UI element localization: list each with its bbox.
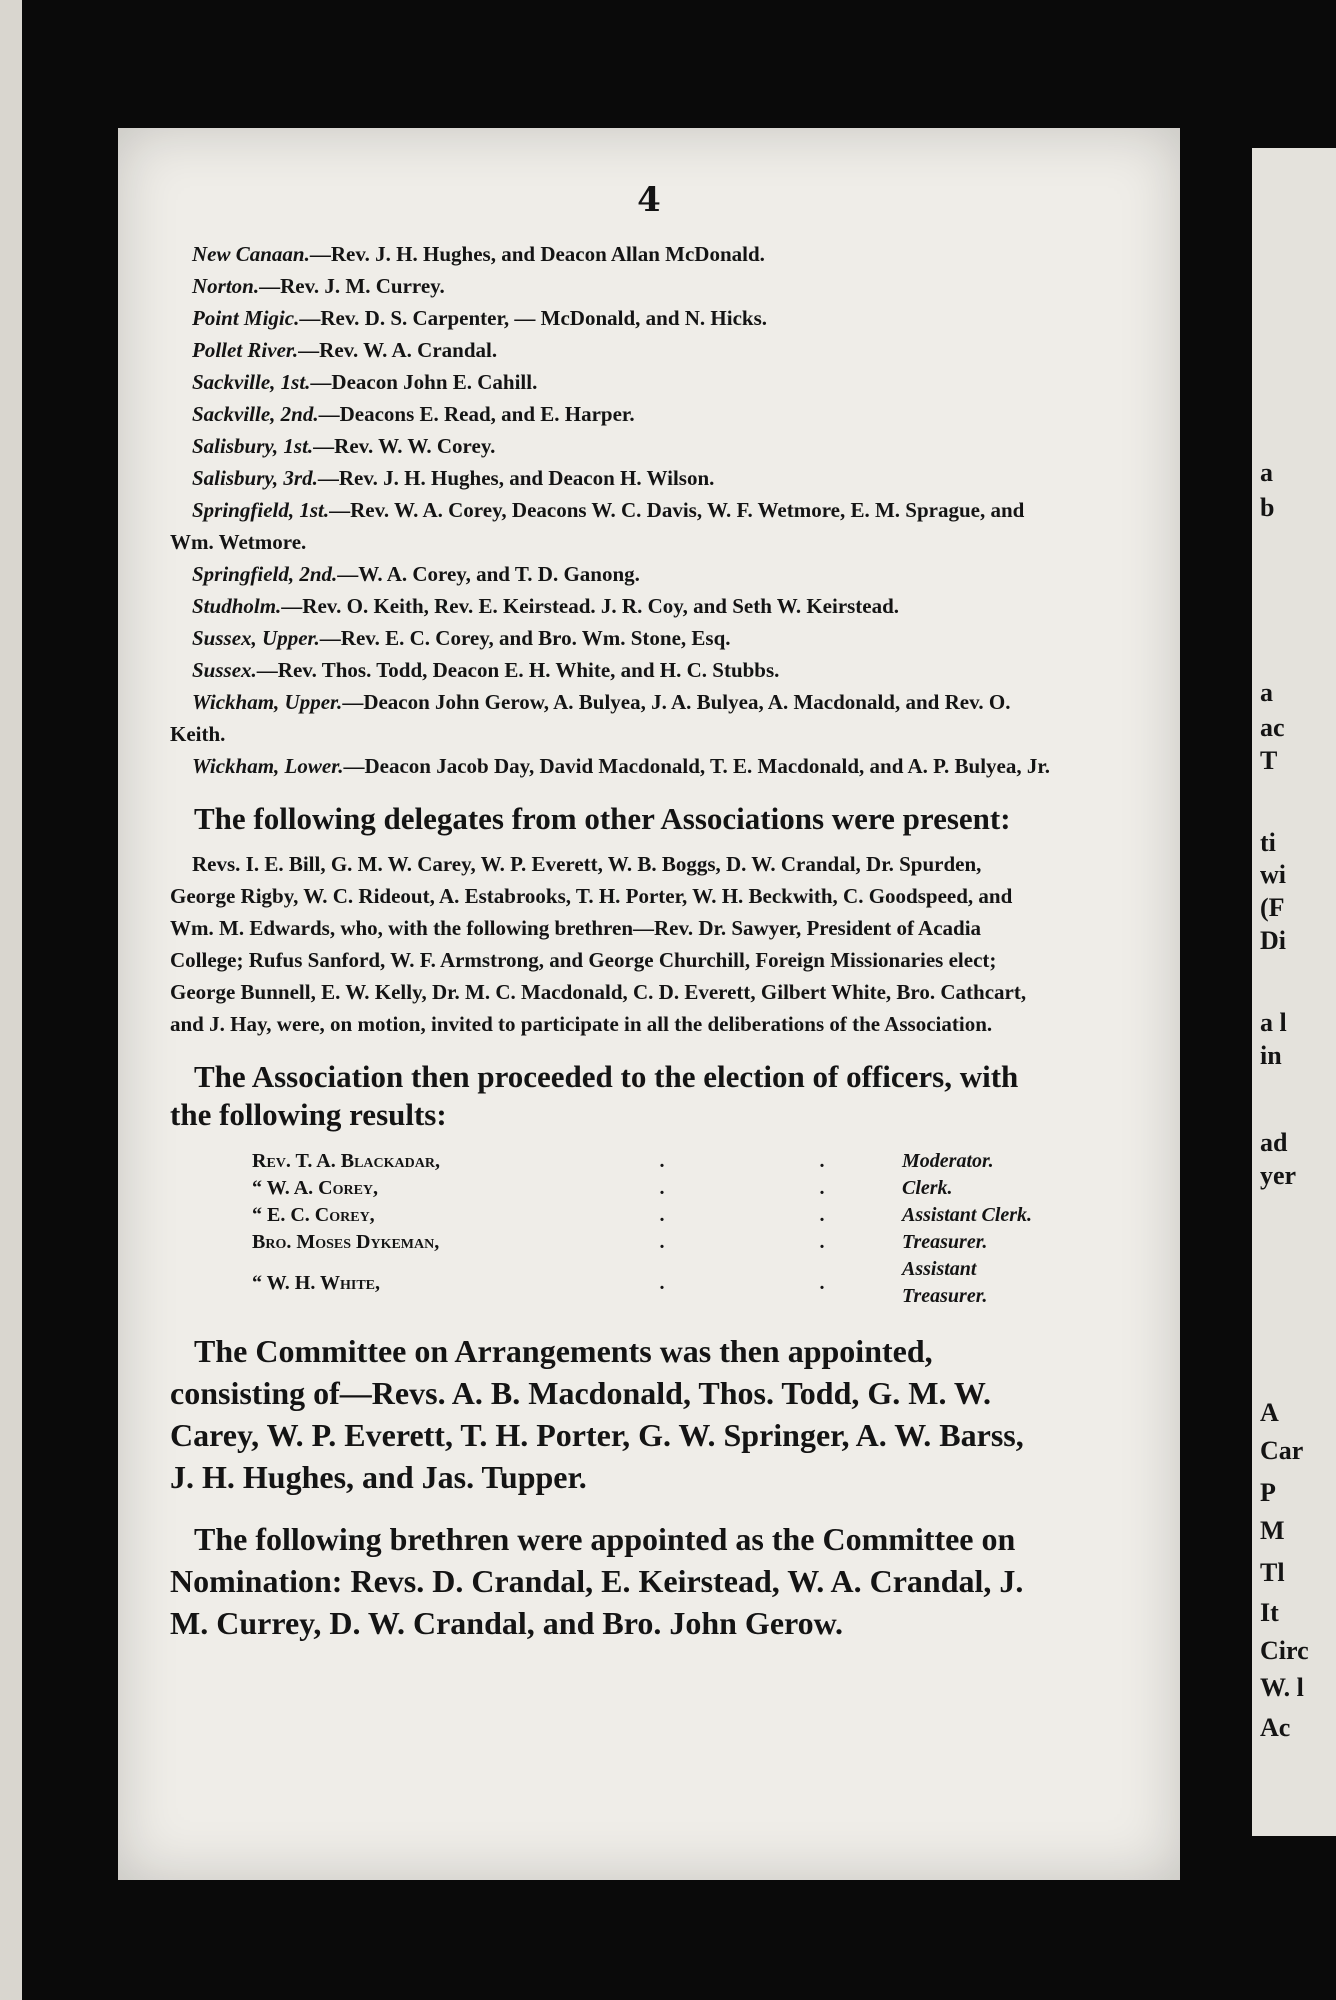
- delegate-names: —Rev. Thos. Todd, Deacon E. H. White, and H. C. Stubbs.: [256, 658, 780, 682]
- fragment-text: (F: [1260, 893, 1285, 922]
- fragment-text: Di: [1260, 926, 1286, 955]
- officer-role: Moderator.: [902, 1150, 994, 1172]
- officer-role: Clerk.: [902, 1177, 953, 1199]
- delegate-names: —Rev. D. S. Carpenter, — McDonald, and N. Hicks.: [299, 306, 768, 330]
- church-name: Point Migic.: [192, 306, 300, 330]
- fragment-text: Tl: [1260, 1558, 1285, 1587]
- delegate-entry: [170, 622, 1050, 654]
- fragment-text: a: [1260, 678, 1273, 707]
- church-name: Wickham, Upper.: [192, 690, 343, 714]
- dot-leader: .: [659, 1231, 665, 1253]
- fragment-text: b: [1260, 493, 1275, 522]
- church-name: Sussex.: [192, 658, 257, 682]
- church-name: Sackville, 1st.: [192, 370, 311, 394]
- fragment-text: Circ: [1260, 1636, 1309, 1665]
- dot-leader: .: [659, 1177, 665, 1199]
- officer-role: Assistant Clerk.: [902, 1204, 1033, 1226]
- delegate-names: —Rev. W. A. Corey, Deacons W. C. Davis, W. F. Wetmore, E. M. Sprague, and Wm. Wetmore.: [170, 498, 1025, 554]
- officer-role: Assistant Treasurer.: [902, 1258, 988, 1307]
- officer-role: Treasurer.: [902, 1231, 988, 1253]
- church-name: Studholm.: [192, 594, 282, 618]
- delegate-list: [170, 238, 1050, 782]
- fragment-text: Car: [1260, 1436, 1304, 1465]
- church-name: Norton.: [192, 274, 260, 298]
- officer-row: [170, 1175, 1050, 1202]
- delegate-entry: [170, 686, 1050, 750]
- church-name: Wickham, Lower.: [192, 754, 344, 778]
- delegates-paragraph: Revs. I. E. Bill, G. M. W. Carey, W. P. Everett, W. B. Boggs, D. W. Crandal, Dr. Spurden, George Rigby, W. C. Rideout, A. Estabrooks, T. H. Porter, W. H. Beckwith, C. Goodspeed, and Wm. M. Edwards, who, with the following brethren—Rev. Dr. Sawyer, President of Acadia College; Rufus Sanford, W. F. Armstrong, and George Churchill, Foreign Missionaries elect; George Bunnell, E. W. Kelly, Dr. M. C. Macdonald, C. D. Everett, Gilbert White, Bro. Cathcart, and J. Hay, were, on motion, invited to participate in all the deliberations of the Association.: [170, 852, 1027, 1036]
- church-name: Sussex, Upper.: [192, 626, 320, 650]
- fragment-text: Ac: [1260, 1713, 1291, 1742]
- officer-name: “ E. C. Corey,: [252, 1204, 375, 1226]
- fragment-text: W. l: [1260, 1673, 1304, 1702]
- page-number: 4: [637, 180, 661, 220]
- fragment-text: in: [1260, 1041, 1282, 1070]
- delegate-names: —Rev. J. M. Currey.: [259, 274, 445, 298]
- delegate-names: —Deacons E. Read, and E. Harper.: [318, 402, 635, 426]
- fragment-text: A: [1260, 1398, 1279, 1427]
- church-name: Pollet River.: [192, 338, 299, 362]
- fragment-text: wi: [1260, 860, 1286, 889]
- dot-leader: .: [819, 1177, 825, 1199]
- fragment-text: ti: [1260, 828, 1276, 857]
- adjacent-page-fragment: [1252, 148, 1336, 1836]
- fragment-text: M: [1260, 1516, 1285, 1545]
- church-name: Sackville, 2nd.: [192, 402, 319, 426]
- church-name: New Canaan.: [192, 242, 310, 266]
- election-paragraph: The Association then proceeded to the election of officers, with the following results:: [170, 1059, 1019, 1132]
- fragment-text: yer: [1260, 1161, 1297, 1190]
- committee-arrangements-paragraph: The Committee on Arrangements was then appointed, consisting of—Revs. A. B. Macdonald, Thos. Todd, G. M. W. Carey, W. P. Everett, T. H. Porter, G. W. Springer, A. W. Barss, J. H. Hughes, and Jas. Tupper.: [170, 1333, 1024, 1495]
- delegate-entry: [170, 430, 1050, 462]
- delegate-entry: [170, 558, 1050, 590]
- delegate-names: —Rev. J. H. Hughes, and Deacon H. Wilson.: [317, 466, 715, 490]
- dot-leader: .: [659, 1271, 665, 1294]
- delegate-names: —Rev. O. Keith, Rev. E. Keirstead. J. R. Coy, and Seth W. Keirstead.: [281, 594, 900, 618]
- fragment-text: It: [1260, 1598, 1279, 1627]
- fragment-text: P: [1260, 1478, 1276, 1507]
- delegate-names: —W. A. Corey, and T. D. Ganong.: [337, 562, 640, 586]
- delegate-names: —Deacon John Gerow, A. Bulyea, J. A. Bulyea, A. Macdonald, and Rev. O. Keith.: [170, 690, 1011, 746]
- fragment-text: ad: [1260, 1128, 1288, 1157]
- delegate-entry: [170, 334, 1050, 366]
- fragment-text: ac: [1260, 713, 1285, 742]
- officer-name: Bro. Moses Dykeman,: [252, 1231, 440, 1253]
- delegate-names: —Rev. E. C. Corey, and Bro. Wm. Stone, Esq.: [319, 626, 731, 650]
- delegate-entry: [170, 238, 1050, 270]
- fragment-text: a l: [1260, 1008, 1287, 1037]
- left-page-edge: [0, 0, 22, 2000]
- delegate-names: —Rev. W. W. Corey.: [313, 434, 496, 458]
- delegate-entry: [170, 494, 1050, 558]
- delegate-entry: [170, 462, 1050, 494]
- delegates-heading: The following delegates from other Associations were present:: [194, 801, 1011, 836]
- officers-table: [170, 1148, 1050, 1310]
- officer-name: Rev. T. A. Blackadar,: [252, 1150, 440, 1172]
- delegate-entry: [170, 302, 1050, 334]
- dot-leader: .: [819, 1231, 825, 1253]
- delegate-names: —Rev. J. H. Hughes, and Deacon Allan McDonald.: [309, 242, 765, 266]
- delegate-entry: [170, 270, 1050, 302]
- fragment-text: a: [1260, 458, 1273, 487]
- officer-row: [170, 1202, 1050, 1229]
- dot-leader: .: [819, 1150, 825, 1172]
- delegate-entry: [170, 590, 1050, 622]
- church-name: Springfield, 2nd.: [192, 562, 338, 586]
- delegate-names: —Deacon Jacob Day, David Macdonald, T. E. Macdonald, and A. P. Bulyea, Jr.: [343, 754, 1051, 778]
- fragment-text: T: [1260, 746, 1278, 775]
- committee-nomination-paragraph: The following brethren were appointed as the Committee on Nomination: Revs. D. Crandal, E. Keirstead, W. A. Crandal, J. M. Currey, D. W. Crandal, and Bro. John Gerow.: [170, 1521, 1024, 1641]
- officer-row: [170, 1229, 1050, 1256]
- delegate-entry: [170, 398, 1050, 430]
- church-name: Salisbury, 1st.: [192, 434, 314, 458]
- dot-leader: .: [659, 1150, 665, 1172]
- delegate-names: —Deacon John E. Cahill.: [310, 370, 538, 394]
- dot-leader: .: [819, 1204, 825, 1226]
- document-page: [118, 128, 1180, 1880]
- delegate-entry: [170, 366, 1050, 398]
- officer-row: [170, 1148, 1050, 1175]
- officer-row: [170, 1256, 1050, 1310]
- dot-leader: .: [659, 1204, 665, 1226]
- delegate-names: —Rev. W. A. Crandal.: [298, 338, 498, 362]
- church-name: Springfield, 1st.: [192, 498, 330, 522]
- page-content: [170, 238, 1050, 1644]
- officer-name: “ W. A. Corey,: [252, 1177, 379, 1199]
- delegate-entry: [170, 654, 1050, 686]
- officer-name: “ W. H. White,: [252, 1271, 381, 1294]
- dot-leader: .: [819, 1271, 825, 1294]
- church-name: Salisbury, 3rd.: [192, 466, 318, 490]
- delegate-entry: [170, 750, 1050, 782]
